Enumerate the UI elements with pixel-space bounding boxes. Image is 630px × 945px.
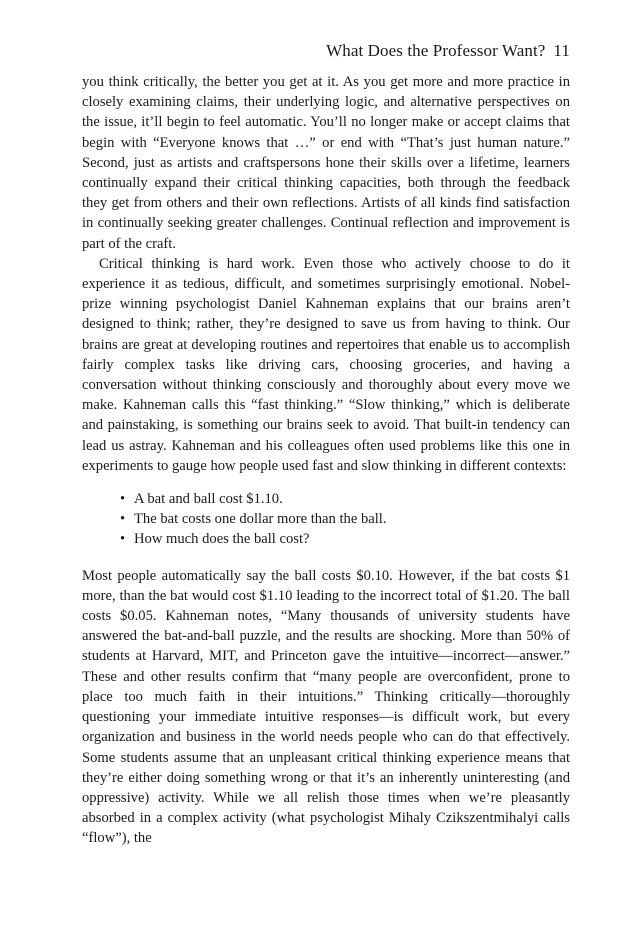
bullet-icon: •	[120, 531, 126, 548]
list-item	[120, 529, 570, 549]
paragraph-continuation: you think critically, the better you get at it. As you get more and more practice in closely examining claims, their underlying logic, and alternative perspectives on the issue, it’ll begin to feel automatic. You’ll no longer make or accept claims that begin with “Everyone knows that …” or end with “That’s just human nature.” Second, just as artists and craftspersons hone their skills over a lifetime, learners continually expand their critical thinking capacities, both through the feedback they get from others and their own reflections. Artists of all kinds find satisfaction in continually seeking greater challenges. Continual reflection and improvement is part of the craft.	[82, 74, 570, 252]
list-item	[120, 509, 570, 529]
list-item-text: How much does the ball cost?	[134, 531, 310, 548]
bat-and-ball-list	[82, 489, 570, 550]
book-page	[82, 40, 570, 849]
paragraph-kahneman-results: Most people automatically say the ball costs $0.10. However, if the bat costs $1 more, than the bat would cost $1.10 leading to the incorrect total of $1.20. The ball costs $0.05. Kahneman notes, “Many thousands of university students have answered the bat-and-ball puzzle, and the results are shocking. More than 50% of students at Harvard, MIT, and Princeton gave the intuitive—incorrect—answer.” These and other results confirm that “many people are overconfident, prone to place too much faith in their intuitions.” Thinking critically—thoroughly questioning your immediate intuitive responses—is difficult work, but every organization and business in the world needs people who can do that effectively. Some students assume that an unpleasant critical thinking experience means that they’re either doing something wrong or that it’s an inherently uninteresting (and oppressive) activity. While we all relish those times when we’re pleasantly absorbed in a complex activity (what psychologist Mihaly Czikszentmihalyi calls “flow”), the	[82, 567, 570, 847]
paragraph-critical-thinking: Critical thinking is hard work. Even those who actively choose to do it experience it as tedious, difficult, and sometimes surprisingly emotional. Nobel-prize winning psychologist Daniel Kahneman explains that our brains aren’t designed to think; rather, they’re designed to save us from having to think. Our brains are great at developing routines and repertoires that enable us to accomplish fairly complex tasks like driving cars, choosing groceries, and having a conversation without thinking consciously and thoroughly about every move we make. Kahneman calls this “fast thinking.” “Slow thinking,” which is deliberate and painstaking, is something our brains seek to avoid. That built-in tendency can lead us astray. Kahneman and his colleagues often used problems like this one in experiments to gauge how people used fast and slow thinking in different contexts:	[82, 255, 570, 474]
running-header	[82, 40, 570, 72]
list-item	[120, 489, 570, 509]
bullet-icon: •	[120, 511, 126, 528]
running-title: What Does the Professor Want?	[326, 41, 546, 60]
list-item-text: A bat and ball cost $1.10.	[134, 491, 283, 508]
page-number: 11	[553, 41, 570, 60]
bullet-icon: •	[120, 491, 126, 508]
body-text	[82, 72, 570, 849]
list-item-text: The bat costs one dollar more than the ball.	[134, 511, 387, 528]
